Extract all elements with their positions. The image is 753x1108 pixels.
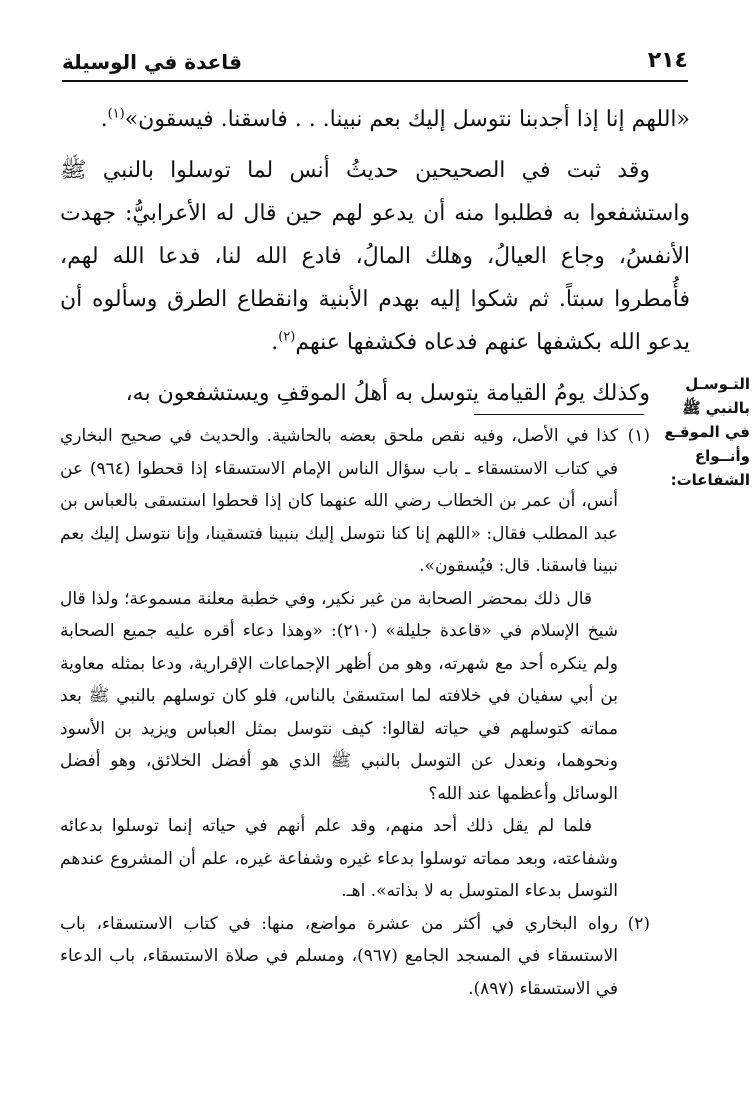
footnote-1-body xyxy=(60,420,618,908)
paragraph-1 xyxy=(60,98,690,141)
margin-note-line: الشفاعات: xyxy=(670,471,750,489)
running-title: قاعدة في الوسيلة xyxy=(62,50,242,74)
paragraph-2-end: . xyxy=(271,330,279,355)
footnote-2-body xyxy=(60,908,618,1006)
footnote-2-paragraph-1: رواه البخاري في أكثر من عشرة مواضع، منها: في كتاب الاستسقاء، باب الاستسقاء في المسجد الجامع (٩٦٧)، ومسلم في صلاة الاستسقاء، باب الدعاء في الاستسقاء (٨٩٧). xyxy=(60,913,618,999)
margin-note-line: في الموقـع xyxy=(664,423,750,441)
footnote-1-paragraph-1: كذا في الأصل، وفيه نقص ملحق بعضه بالحاشية. والحديث في صحيح البخاري في كتاب الاستسقاء ـ باب سؤال الناس الإمام الاستسقاء إذا قحطوا (٩٦٤) عن أنس، أن عمر بن الخطاب رضي الله عنهما كان إذا قحطوا استسقى بالعباس بن عبد المطلب فقال: «اللهم إنا كنا نتوسل إليك بنبينا فتسقينا، وإنا نتوسل إليك بعم نبينا فاسقنا. قال: فيُسقون». xyxy=(60,426,618,576)
page-number: ٢١٤ xyxy=(647,48,688,73)
footnote-1-number: (١) xyxy=(627,426,650,446)
footnote-divider xyxy=(474,414,644,415)
footnote-1 xyxy=(60,420,650,908)
main-text xyxy=(60,98,690,423)
footnote-2-number: (٢) xyxy=(627,913,650,934)
footnote-ref-1: (١) xyxy=(107,106,125,122)
footnote-ref-2: (٢) xyxy=(278,329,296,345)
page-header xyxy=(62,40,688,82)
footnote-1-paragraph-2: قال ذلك بمحضر الصحابة من غير نكير، وفي خطبة معلنة مسموعة؛ ولذا قال شيخ الإسلام في «قاعدة جليلة» (٢١٠): «وهذا دعاء أقره عليه جميع الصحابة ولم ينكره أحد مع شهرته، وهو من أظهر الإجماعات الإقرارية، ودعا بمثله معاوية بن أبي سفيان في خلافته لما استسقىٰ بالناس، فلو كان توسلهم بالنبي ﷺ بعد مماته كتوسلهم في حياته لقالوا: كيف نتوسل بمثل العباس ويزيد بن الأسود ونحوهما، ونعدل عن التوسل بالنبي ﷺ الذي هو أفضل الخلائق، وهو أفضل الوسائل وأعظمها عند الله؟ xyxy=(60,588,619,804)
paragraph-3: وكذلك يومُ القيامة يتوسل به أهلُ الموقفِ ويستشفعون به، xyxy=(125,381,650,406)
footnotes xyxy=(60,420,650,1005)
paragraph-2 xyxy=(60,149,690,364)
paragraph-1-end: . xyxy=(100,107,108,132)
paragraph-1-text: «اللهم إنا إذا أجدبنا نتوسل إليك بعم نبينا. . . فاسقنا. فيسقون» xyxy=(124,107,690,132)
footnote-2 xyxy=(60,908,650,1006)
footnote-1-paragraph-3: فلما لم يقل ذلك أحد منهم، وقد علم أنهم في حياته إنما توسلوا بدعائه وشفاعته، وبعد مماته توسلوا بدعاء غيره وشفاعة غيره، علم أن المشروع عندهم التوسل بدعاء المتوسل به لا بذاته». اهـ. xyxy=(60,816,618,901)
margin-note-line: التـوسـل xyxy=(685,375,750,393)
margin-note xyxy=(650,372,750,492)
margin-note-line: وأنــواع xyxy=(694,447,750,465)
margin-note-line: بالنبي ﷺ xyxy=(682,399,750,417)
paragraph-2-text: وقد ثبت في الصحيحين حديثُ أنس لما توسلوا بالنبي ﷺ واستشفعوا به فطلبوا منه أن يدعو لهم حين قال له الأعرابيُّ: جهدت الأنفسُ، وجاع العيالُ، وهلك المالُ، فادع الله لنا، فدعا الله لهم، فأُمطروا سبتاً. ثم شكوا إليه بهدم الأبنية وانقطاع الطرق وسألوه أن يدعو الله بكشفها عنهم فدعاه فكشفها عنهم xyxy=(60,158,690,355)
